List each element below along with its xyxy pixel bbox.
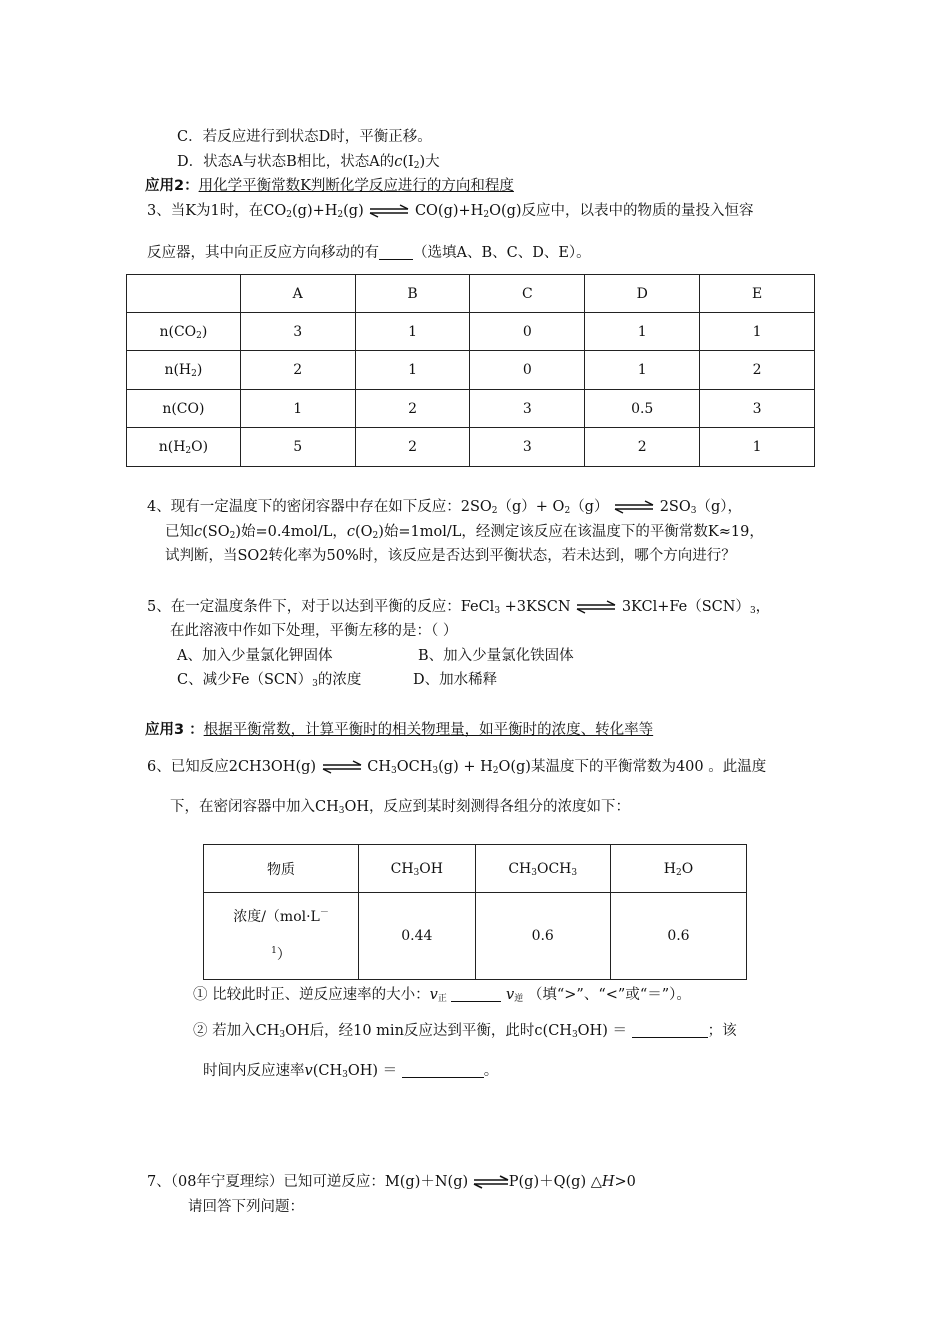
app2-label: 应用2： [145, 178, 199, 194]
table-row [127, 428, 815, 467]
table-row [127, 390, 815, 428]
table-cell: 3 [240, 313, 355, 351]
table-cell: 1 [355, 351, 470, 390]
q6-text-a: 6、已知反应2CH3OH(g) [147, 759, 317, 775]
table1-header-cell: B [355, 275, 470, 313]
q6-s1-a: ① 比较此时正、逆反应速率的大小： [193, 987, 430, 1003]
q6-l2-a: 下，在密闭容器中加入CH [170, 799, 339, 815]
q4-sub-a: 2 [491, 506, 498, 516]
q6-s2-d: ；该 [707, 1023, 737, 1039]
q3-text-d: CO(g)+H [414, 203, 484, 219]
q6-s2-sub: 3 [279, 1030, 286, 1040]
table2-header-cell: 物质 [204, 845, 359, 893]
q7-text-b: P(g)＋Q(g) △ [508, 1174, 602, 1190]
q6-sub-d: 2 [492, 766, 499, 776]
q6-s3-a: 时间内反应速率 [203, 1063, 305, 1079]
option-c: C．若反应进行到状态D时，平衡正移。 [177, 129, 432, 145]
table-cell: 3 [470, 428, 585, 467]
table-cell: 1 [700, 428, 815, 467]
q5-option-c-sub: 3 [312, 679, 318, 689]
row-label [127, 351, 241, 390]
table-cell: 1 [240, 390, 355, 428]
q3-answer-blank[interactable] [379, 243, 413, 260]
q3-text-e: O(g)反应中，以表中的物质的量投入恒容 [489, 203, 754, 219]
h3-b: O [681, 860, 694, 877]
table-cell: 0.6 [610, 893, 746, 980]
row-label-sup: － [319, 908, 329, 918]
h2-sub2: 3 [571, 867, 578, 878]
row-label [127, 390, 241, 428]
q6-sub-c: 3 [432, 766, 439, 776]
table-cell: 1 [585, 313, 700, 351]
app3-title: 根据平衡常数，计算平衡时的相关物理量，如平衡时的浓度、转化率等 [203, 722, 654, 738]
q6-text-e: O(g)某温度下的平衡常数为400 。此温度 [498, 759, 767, 775]
q5-sub-c: 3 [749, 606, 756, 616]
q4-l2-a: 已知 [165, 524, 194, 540]
reaction-amount-table [126, 274, 815, 467]
option-d-c: c [394, 154, 403, 170]
table2-header-cell [610, 845, 746, 893]
row-label-sub: 2 [185, 446, 192, 456]
row-label-a: n(H [164, 362, 192, 378]
q4-l2-d: (O [354, 524, 373, 540]
h2-a: CH [508, 860, 532, 877]
q6-s3-answer-blank[interactable] [402, 1061, 484, 1078]
table1-header-cell: C [470, 275, 585, 313]
q6-line1 [147, 757, 766, 777]
q4-text-d: 2SO [659, 499, 691, 515]
table2-header-row [204, 845, 747, 893]
equilibrium-arrow-icon [473, 1172, 509, 1192]
h3-sub: 2 [675, 867, 682, 878]
q6-s2-b: OH后，经10 min反应达到平衡，此时c(CH [285, 1023, 572, 1039]
q3-text-a: 3、当K为1时，在CO [147, 203, 287, 219]
q6-text-c: OCH [396, 759, 433, 775]
table-cell: 5 [240, 428, 355, 467]
app3-heading [145, 720, 653, 740]
q6-s3-d: 。 [483, 1063, 499, 1079]
table1-header-cell: D [585, 275, 700, 313]
q6-s1-v2: v [506, 987, 515, 1003]
table-cell: 0.5 [585, 390, 700, 428]
q4-l2-c: )始=0.4mol/L， [235, 524, 347, 540]
table-cell: 3 [470, 390, 585, 428]
q6-s2-a: ② 若加入CH [193, 1023, 280, 1039]
row-label-b: ) [201, 323, 208, 340]
row-label-a: n(H [158, 439, 186, 455]
q4-l2-c1: c [194, 524, 203, 540]
equilibrium-arrow-icon [321, 757, 363, 777]
q6-s2-answer-blank[interactable] [632, 1021, 708, 1038]
h2-b: OCH [536, 860, 572, 877]
table-cell: 1 [700, 313, 815, 351]
q4-l2-b: (SO [202, 524, 230, 540]
q3-text-c: (g) [343, 203, 364, 219]
q6-sub-b: 3 [391, 766, 397, 776]
q6-sub1 [193, 985, 691, 1005]
table-cell: 1 [355, 313, 470, 351]
q3-sub-b: 2 [337, 210, 344, 220]
table-cell: 3 [700, 390, 815, 428]
q6-s2-sub2: 3 [571, 1030, 578, 1040]
q4-l2-e: )始=1mol/L，经测定该反应在该温度下的平衡常数K≈19， [378, 524, 764, 540]
q6-s1-v2-sub: 逆 [514, 994, 524, 1004]
q4-l2-b-sub: 2 [229, 531, 236, 541]
q6-sub2-line2 [203, 1061, 498, 1081]
q6-text-d: (g) + H [438, 759, 493, 775]
q4-line3: 试判断，当SO2转化率为50%时，该反应是否达到平衡状态，若未达到，哪个方向进行？ [165, 548, 736, 564]
row-label-a: n(CO [162, 400, 199, 417]
q6-s3-sub: 3 [342, 1070, 348, 1080]
q5-text-c: 3KCl+Fe（SCN） [621, 599, 750, 615]
q6-l2-sub: 3 [338, 806, 345, 816]
q4-sub-b: 2 [564, 506, 571, 516]
q3-sub-a: 2 [286, 210, 292, 220]
h1-b: OH [419, 860, 443, 877]
q3-text-b: (g)+H [292, 203, 338, 219]
q5-text-b: +3KSCN [500, 599, 571, 615]
row-label [127, 313, 241, 351]
q3-sub-d: 2 [483, 210, 490, 220]
q6-s1-b: （填“>”、“<”或“＝”）。 [527, 987, 691, 1003]
q3-line2 [147, 243, 591, 263]
q7-text-a: 7、（08年宁夏理综）已知可逆反应：M(g)＋N(g) [147, 1174, 469, 1190]
q5-line1 [147, 597, 770, 617]
q7-line1 [147, 1172, 636, 1192]
q4-line1 [147, 497, 742, 517]
q6-s3-b: (CH [312, 1063, 343, 1079]
app2-title: 用化学平衡常数K判断化学反应进行的方向和程度 [198, 178, 514, 194]
row-label-a: n(CO [159, 323, 197, 340]
row-label-sup2: 1 [271, 946, 277, 956]
row-label-sub: 2 [196, 330, 202, 341]
q6-l2-b: OH，反应到某时刻测得各组分的浓度如下： [344, 799, 631, 815]
table-cell: 2 [240, 351, 355, 390]
q5-option-c-a: C、减少Fe（SCN） [177, 672, 313, 688]
option-d-text: D．状态A与状态B相比，状态A的 [177, 154, 395, 170]
q5-text-a: 5、在一定温度条件下，对于以达到平衡的反应：FeCl [147, 599, 495, 615]
q5-line2: 在此溶液中作如下处理，平衡左移的是：（ ） [170, 623, 458, 639]
q4-text-a: 4、现有一定温度下的密闭容器中存在如下反应：2SO [147, 499, 492, 515]
q4-text-c: （g） [570, 499, 609, 515]
q5-option-c-b: 的浓度 [317, 672, 362, 688]
q5-option-c [177, 670, 361, 690]
equilibrium-arrow-icon [613, 497, 655, 517]
table2-header-cell [475, 845, 610, 893]
h1-a: CH [390, 860, 414, 877]
q5-sub-a: 3 [494, 606, 501, 616]
q4-l2-c2: c [346, 524, 355, 540]
table-cell: 2 [585, 428, 700, 467]
row-label-c: ） [276, 947, 291, 963]
option-d-end: )大 [419, 154, 440, 170]
q7-h: H [601, 1174, 615, 1190]
table-row [127, 351, 815, 390]
app3-label: 应用3 ： [145, 722, 204, 738]
table-cell: 0 [470, 351, 585, 390]
table1-header-cell [127, 275, 241, 313]
q5-text-d: ， [755, 599, 771, 615]
table-cell: 0.6 [475, 893, 610, 980]
h2-sub1: 3 [531, 867, 537, 878]
q6-s2-c: OH) ＝ [577, 1023, 627, 1039]
table-cell: 1 [585, 351, 700, 390]
table1-header-cell: A [240, 275, 355, 313]
q6-text-b: CH [367, 759, 392, 775]
q6-s1-answer-blank[interactable] [451, 985, 501, 1002]
q5-option-b: B、加入少量氯化铁固体 [418, 648, 574, 664]
row-label-a: 浓度/（mol·L [233, 909, 320, 925]
concentration-table [203, 844, 747, 980]
table2-header-cell [359, 845, 475, 893]
option-d-sub: 2 [413, 161, 420, 171]
row-label-b: O) [191, 439, 209, 455]
table-cell: 0.44 [359, 893, 475, 980]
q4-sub-d: 3 [690, 506, 697, 516]
row-label-b: ) [196, 362, 203, 378]
table-cell: 2 [700, 351, 815, 390]
h3-a: H [663, 860, 676, 877]
q6-line2 [170, 797, 630, 817]
h1-sub: 3 [413, 867, 420, 878]
q6-s1-v1-sub: 正 [437, 994, 447, 1004]
table-row [204, 893, 747, 980]
table-row [127, 313, 815, 351]
q6-s3-c: OH) ＝ [347, 1063, 398, 1079]
equilibrium-arrow-icon [575, 597, 617, 617]
option-d-post: (I [402, 154, 414, 170]
row-label-b: ) [199, 400, 205, 417]
row-label-sub: 2 [191, 369, 197, 379]
table-cell: 2 [355, 428, 470, 467]
q3-line1 [147, 201, 754, 221]
q6-s1-v1: v [429, 987, 438, 1003]
row-label [204, 893, 359, 980]
q5-option-a: A、加入少量氯化钾固体 [177, 648, 333, 664]
q6-sub2 [193, 1021, 737, 1041]
table-cell: 0 [470, 313, 585, 351]
q4-text-b: （g）+ O [497, 499, 565, 515]
option-d [177, 152, 440, 172]
q3-line2-text: 反应器，其中向正反应方向移动的有 [147, 245, 379, 261]
app2-heading [145, 176, 514, 196]
table1-header-row [127, 275, 815, 313]
q5-option-d: D、加水稀释 [413, 672, 498, 688]
q4-text-e: （g）， [696, 499, 743, 515]
q7-line2: 请回答下列问题： [188, 1199, 304, 1215]
q4-l2-d-sub: 2 [372, 531, 379, 541]
q4-line2 [165, 522, 764, 542]
table-cell: 2 [355, 390, 470, 428]
q6-s3-v: v [304, 1063, 313, 1079]
q7-text-c: >0 [614, 1174, 636, 1190]
table1-header-cell: E [700, 275, 815, 313]
q3-line2-end: （选填A、B、C、D、E）。 [413, 245, 591, 261]
equilibrium-arrow-icon [368, 201, 410, 221]
row-label [127, 428, 241, 467]
